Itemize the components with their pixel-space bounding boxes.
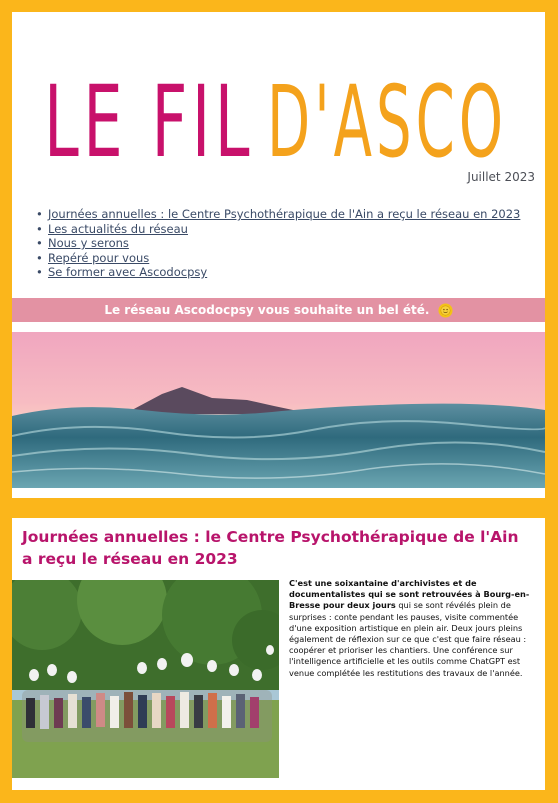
table-of-contents: [36, 207, 520, 280]
logo-dasco: D'ASCO: [267, 64, 507, 162]
toc-link-se-former[interactable]: Se former avec Ascodocpsy: [48, 265, 208, 279]
sunset-sea-image: [12, 332, 545, 488]
toc-item: [36, 251, 520, 266]
bullet-icon: •: [36, 265, 43, 279]
bullet-icon: •: [36, 250, 43, 265]
article-lead: C'est une soixantaine d'archivistes et de documentalistes qui se sont retrouvées à Bourg-en-Bresse pour deux jours: [289, 578, 530, 611]
toc-link-repere[interactable]: Repéré pour vous: [48, 250, 150, 265]
smiling-sun-icon: [438, 303, 453, 318]
toc-item: [36, 236, 520, 251]
toc-item: [36, 222, 520, 237]
banner-text: Le réseau Ascodocpsy vous souhaite un bel été.: [104, 303, 430, 317]
article-rest: qui se sont révélés plein de surprises : conte pendant les pauses, visite commentée d'une exposition artistique en plein air. Deux jours pleins également de réflexion sur ce que c'est que faire réseau : coopérer et prioriser les chantiers. Une conférence sur l'intelligence artificielle et les outils comme ChatGPT est venue complétée les restitutions des travaux de l'année.: [289, 600, 527, 678]
newsletter-header-card: [12, 12, 545, 498]
bullet-icon: •: [36, 221, 43, 236]
toc-link-nous-y-serons[interactable]: Nous y serons: [48, 236, 129, 250]
toc-link-journees[interactable]: Journées annuelles : le Centre Psychothérapique de l'Ain a reçu le réseau en 2023: [48, 207, 521, 221]
toc-item: [36, 265, 520, 280]
article-body: [289, 578, 533, 679]
newsletter-logo: [12, 12, 545, 162]
logo-le-fil: LE FIL: [44, 64, 254, 162]
bullet-icon: •: [36, 207, 43, 221]
toc-link-actualites[interactable]: Les actualités du réseau: [48, 221, 188, 236]
toc-item: [36, 207, 520, 222]
group-photo-image: [12, 580, 279, 778]
article-title[interactable]: Journées annuelles : le Centre Psychothérapique de l'Ain a reçu le réseau en 2023: [22, 528, 519, 568]
issue-date: Juillet 2023: [467, 170, 535, 184]
article-card: [12, 518, 545, 790]
bullet-icon: •: [36, 236, 43, 250]
summer-banner: [12, 298, 545, 322]
